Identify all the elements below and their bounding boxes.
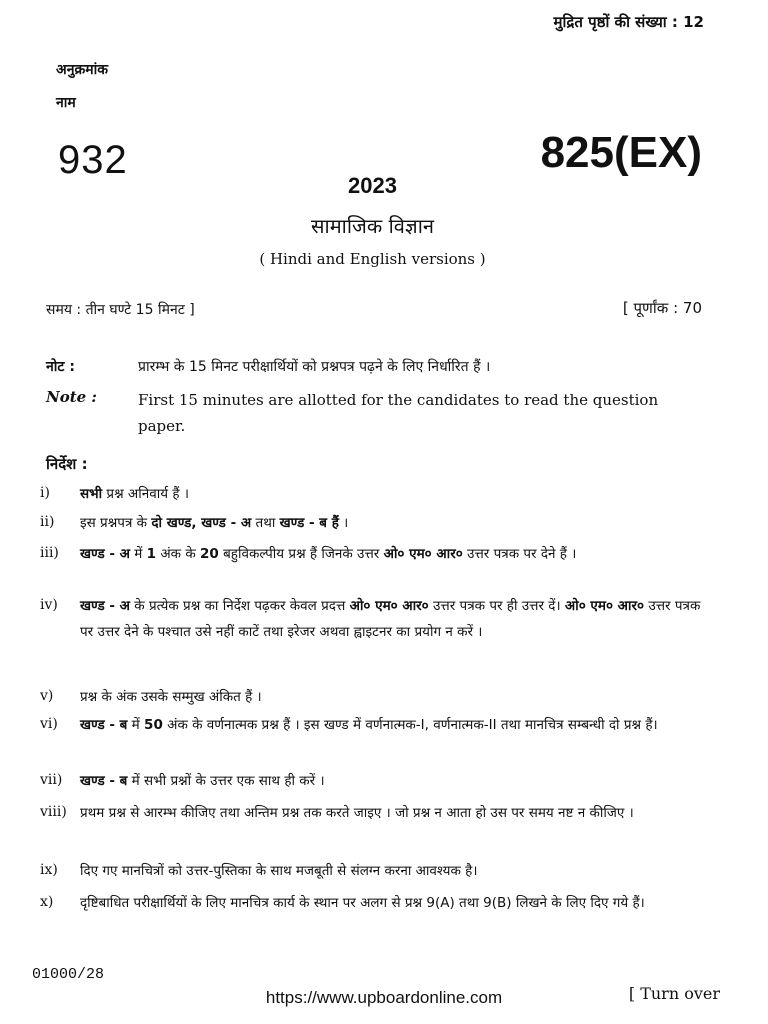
printed-pages-count: मुद्रित पृष्ठों की संख्या : 12 [553,13,704,31]
instruction-text [80,684,716,710]
instruction-text-part: उत्तर पत्रक पर ही उत्तर दें। [428,598,565,614]
turn-over: [ Turn over [628,984,720,1003]
exam-year: 2023 [348,173,397,198]
instruction-text [80,712,716,738]
note-hindi-text: प्रारम्भ के 15 मिनट परीक्षार्थियों को प्रश्नपत्र पढ़ने के लिए निर्धारित हैं । [138,359,491,375]
paper-code-right: 825(EX) [540,128,702,177]
instruction-number: x) [40,894,54,910]
instruction-text-part: उत्तर पत्रक पर उत्तर देने के पश्चात उसे नहीं काटें तथा इरेजर अथवा ह्वाइटनर का प्रयोग न करें । [80,598,701,640]
instruction-text-part: । [338,515,349,531]
instruction-text-part: ओ० एम० आर० [383,546,463,562]
instruction-text-part: दृष्टिबाधित परीक्षार्थियों के लिए मानचित्र कार्य के स्थान पर अलग से प्रश्न 9(A) तथा 9(B) लिखने के लिए दिए गये हैं। [80,895,645,911]
instruction-text-part: खण्ड - ब हैं [279,515,339,531]
instruction-text-part: 50 [144,717,163,733]
instruction-number: iii) [40,545,59,561]
maximum-marks: [ पूर्णांक : 70 [622,299,702,317]
time-allowed: समय : तीन घण्टे 15 मिनट ] [46,302,195,318]
footer-code: 01000/28 [32,966,105,983]
instruction-text [80,593,716,645]
instruction-text-part: के प्रत्येक प्रश्न का निर्देश पढ़कर केवल प्रदत्त [130,598,350,614]
roll-number-label: अनुक्रमांक [56,62,108,78]
instruction-text-part: ओ० एम० आर० [349,598,429,614]
instruction-text-part: प्रश्न अनिवार्य हैं । [102,486,189,502]
instruction-text-part: 1 [146,546,157,562]
instruction-text [80,768,716,794]
instruction-text-part: बहुविकल्पीय प्रश्न हैं जिनके उत्तर [218,546,384,562]
instruction-text-part: दिए गए मानचित्रों को उत्तर-पुस्तिका के साथ मजबूती से संलग्न करना आवश्यक है। [80,863,478,879]
instruction-number: viii) [40,804,67,820]
instruction-text [80,800,716,826]
instructions-title: निर्देश : [46,455,88,473]
instruction-text-part: दो खण्ड, खण्ड - अ [151,515,252,531]
instruction-text [80,510,716,536]
name-label: नाम [56,95,76,111]
instruction-text-part: खण्ड - ब [80,717,128,733]
instruction-text-part: खण्ड - ब [80,773,128,789]
versions-note: ( Hindi and English versions ) [259,250,486,268]
instruction-text-part: सभी [80,486,103,502]
instruction-number: iv) [40,597,58,613]
instruction-text [80,481,716,507]
instruction-text-part: खण्ड - अ [80,598,130,614]
instruction-text-part: खण्ड - अ [80,546,130,562]
instruction-text-part: ओ० एम० आर० [564,598,645,614]
instruction-text-part: में [127,717,145,733]
note-english-label: Note : [46,388,97,406]
instruction-text-part: अंक के वर्णनात्मक प्रश्न हैं । इस खण्ड में वर्णनात्मक-I, वर्णनात्मक-II तथा मानचित्र सम्बन्धी दो प्रश्न हैं। [162,717,658,733]
instruction-text [80,890,716,916]
instruction-text-part: 20 [200,546,219,562]
instruction-number: ii) [40,514,55,530]
subject-title: सामाजिक विज्ञान [311,214,434,238]
instruction-text-part: इस प्रश्नपत्र के [80,515,152,531]
instruction-text-part: में [130,546,147,562]
instruction-number: ix) [40,862,58,878]
instruction-number: i) [40,485,50,501]
paper-code-left: 932 [58,138,128,182]
note-english-text: First 15 minutes are allotted for the candidates to read the question paper. [138,391,659,435]
instruction-number: vii) [40,772,63,788]
instruction-text-part: तथा [251,515,280,531]
instruction-number: v) [40,688,54,704]
footer-url: https://www.upboardonline.com [265,988,503,1007]
instruction-text-part: प्रश्न के अंक उसके सम्मुख अंकित हैं । [80,689,262,705]
instruction-number: vi) [40,716,58,732]
instruction-text-part: प्रथम प्रश्न से आरम्भ कीजिए तथा अन्तिम प्रश्न तक करते जाइए । जो प्रश्न न आता हो उस पर समय नष्ट न कीजिए । [80,805,634,821]
instruction-text-part: अंक के [156,546,200,562]
instruction-text-part: में सभी प्रश्नों के उत्तर एक साथ ही करें । [127,773,325,789]
instruction-text [80,541,716,567]
instruction-text [80,858,716,884]
instruction-text-part: उत्तर पत्रक पर देने हैं । [462,546,577,562]
note-hindi-label: नोट : [46,359,75,375]
